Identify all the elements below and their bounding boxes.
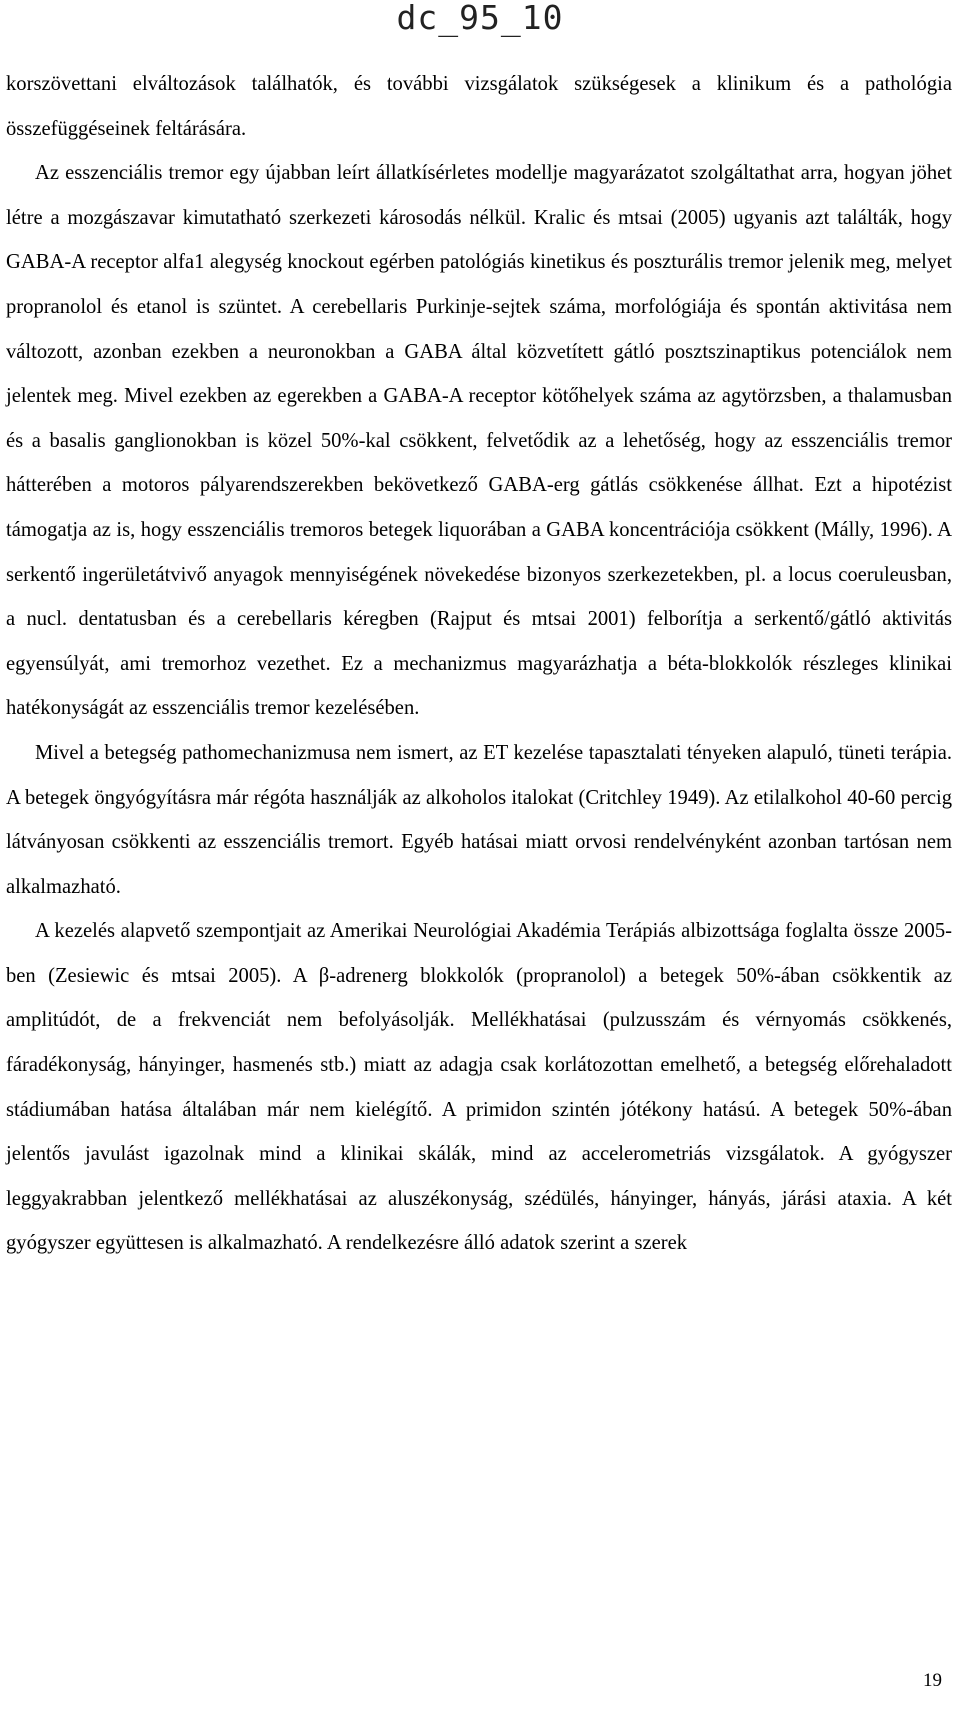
paragraph-treatment-intro: Mivel a betegség pathomechanizmusa nem ismert, az ET kezelése tapasztalati tényeken alapuló, tüneti terápia. A betegek öngyógyításra már régóta használják az alkoholos italokat (Critchley 1949). Az etilalkohol 40-60 percig látványosan csökkenti az esszenciális tremort. Egyéb hatásai miatt orvosi rendelvényként azonban tartósan nem alkalmazható. [6,741,952,898]
paragraph-et-model: Az esszenciális tremor egy újabban leírt állatkísérletes modellje magyarázatot szolgáltathat arra, hogyan jöhet létre a mozgászavar kimutatható szerkezeti károsodás nélkül. Kralic és mtsai (2005) ugyanis azt találták, hogy GABA-A receptor alfa1 alegység knockout egérben patológiás kinetikus és poszturális tremor jelenik meg, melyet propranolol és etanol is szüntet. A cerebellaris Purkinje-sejtek száma, morfológiája és spontán aktivitása nem változott, azonban ezekben a neuronokban a GABA által közvetített gátló posztszinaptikus potenciálok nem jelentek meg. Mivel ezekben az egerekben a GABA-A receptor kötőhelyek száma az agytörzsben, a thalamusban és a basalis ganglionokban is közel 50%-kal csökkent, felvetődik az a lehetőség, hogy az esszenciális tremor hátterében a motoros pályarendszerekben bekövetkező GABA-erg gátlás csökkenése állhat. Ezt a hipotézist támogatja az is, hogy esszenciális tremoros betegek liquorában a GABA koncentrációja csökkent (Málly, 1996). A serkentő ingerületátvivő anyagok mennyiségének növekedése bizonyos szerkezetekben, pl. a locus coeruleusban, a nucl. dentatusban és a cerebellaris kéregben (Rajput és mtsai 2001) felborítja a serkentő/gátló aktivitás egyensúlyát, ami tremorhoz vezethet. Ez a mechanizmus magyarázhatja a béta-blokkolók részleges klinikai hatékonyságát az esszenciális tremor kezelésében. [6,162,952,720]
paragraph-continuation: korszövettani elváltozások találhatók, és további vizsgálatok szükségesek a klinikum és a pathológia összefüggéseinek feltárására. [6,73,952,140]
paragraph-treatment-guidelines: A kezelés alapvető szempontjait az Amerikai Neurológiai Akadémia Terápiás albizottsága foglalta össze 2005-ben (Zesiewic és mtsai 2005). A β-adrenerg blokkolók (propranolol) a betegek 50%-ában csökkentik az amplitúdót, de a frekvenciát nem befolyásolják. Mellékhatásai (pulzusszám és vérnyomás csökkenés, fáradékonyság, hányinger, hasmenés stb.) miatt az adagja csak korlátozottan emelhető, a betegség előrehaladott stádiumában hatása általában már nem kielégítő. A primidon szintén jótékony hatású. A betegek 50%-ában jelentős javulást igazolnak mind a klinikai skálák, mind az accelerometriás vizsgálatok. A gyógyszer leggyakrabban jelentkező mellékhatásai az aluszékonyság, szédülés, hányinger, hányás, járási ataxia. A két gyógyszer együttesen is alkalmazható. A rendelkezésre álló adatok szerint a szerek [6,920,952,1255]
page-number: 19 [923,1670,942,1691]
page-body [6,62,952,1266]
document-id-header: dc_95_10 [396,0,564,37]
